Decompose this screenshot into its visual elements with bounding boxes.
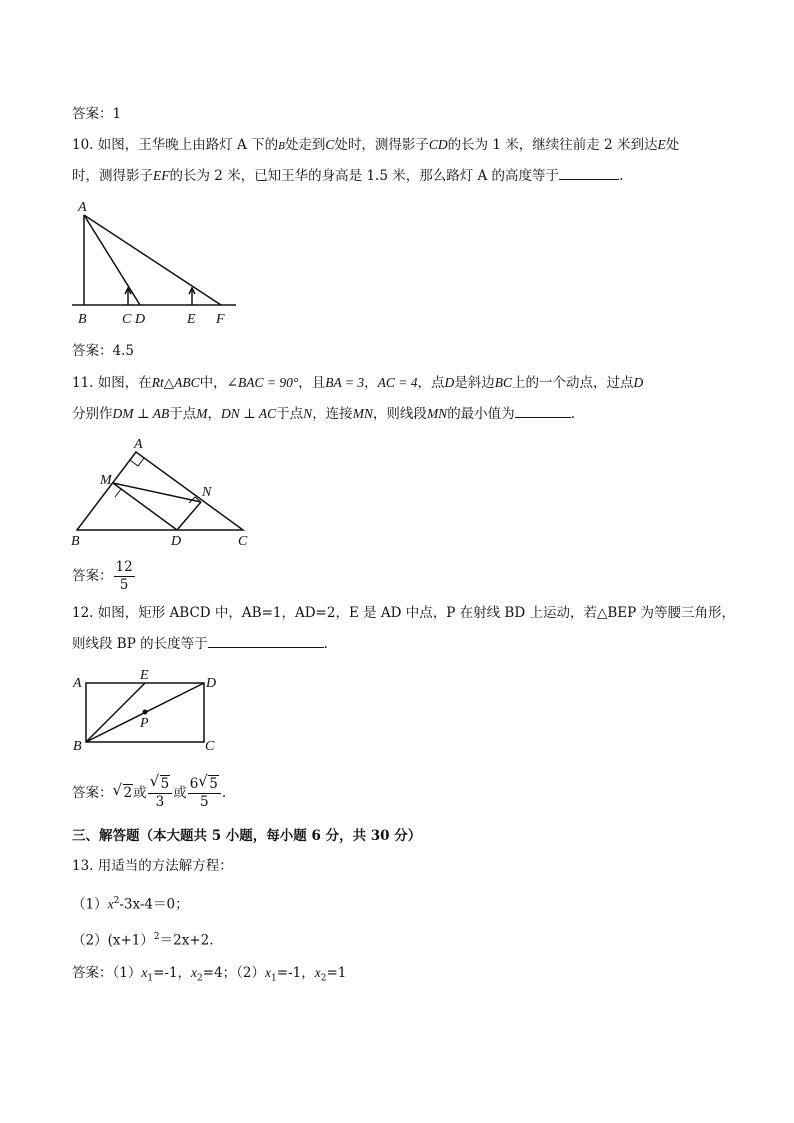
q11-text: ，则线段 bbox=[372, 406, 427, 422]
q13-var-x: x bbox=[107, 896, 114, 912]
q11-var-mn: MN bbox=[426, 406, 448, 421]
q13-text: 答案：（1） bbox=[72, 965, 142, 981]
q12-label-b: B bbox=[73, 739, 82, 754]
q11-var-ba: BA = 3 bbox=[325, 375, 365, 390]
q13-exponent: 2 bbox=[113, 896, 120, 906]
q13-subscript: 2 bbox=[320, 973, 327, 984]
q11-var-d: D bbox=[633, 375, 644, 390]
q12-label-p: P bbox=[140, 716, 149, 731]
q10-var-c: C bbox=[325, 137, 335, 152]
q13-text: ＝2x+2. bbox=[159, 932, 214, 949]
q12-radicand: 2 bbox=[123, 785, 133, 801]
q12-text: . bbox=[323, 636, 328, 652]
q11-answer-prefix: 答案： bbox=[72, 568, 113, 584]
q10-var-cd: CD bbox=[428, 137, 448, 152]
q13-var-x: x bbox=[141, 965, 148, 980]
q13-subscript: 1 bbox=[147, 973, 154, 984]
q11-label-m: M bbox=[100, 473, 112, 488]
q11-var-ac: AC = 4 bbox=[377, 375, 418, 390]
q10-var-b: B bbox=[278, 140, 285, 152]
section-3-heading: 三、解答题（本大题共 5 小题，每小题 6 分，共 30 分） bbox=[72, 828, 422, 844]
q10-text: 时，测得影子 bbox=[72, 168, 153, 184]
q11-text: ， bbox=[364, 375, 378, 391]
q11-var-mn: MN bbox=[352, 406, 373, 421]
q12-segment-be bbox=[86, 683, 145, 742]
q11-var-angle: ∠BAC = 90° bbox=[226, 375, 299, 390]
q12-period: . bbox=[221, 785, 227, 801]
q13-answer bbox=[72, 963, 346, 989]
q12-text: 则线段 BP 的长度等于 bbox=[72, 636, 208, 652]
q10-var-ef: EF bbox=[153, 168, 170, 183]
q13-var-x: x bbox=[314, 965, 321, 980]
q10-text: . bbox=[619, 168, 624, 184]
q11-text: 于点 bbox=[169, 406, 197, 422]
q11-label-n: N bbox=[202, 485, 212, 500]
q13-subscript: 1 bbox=[271, 973, 277, 984]
q12-denominator: 3 bbox=[155, 794, 165, 810]
q13-var-x: x bbox=[265, 965, 272, 980]
q12-answer bbox=[72, 774, 226, 812]
q13-exponent: 2 bbox=[153, 932, 160, 942]
q10-label-a: A bbox=[78, 200, 87, 215]
q12-radicand: 5 bbox=[160, 776, 170, 792]
q12-label-d: D bbox=[206, 676, 217, 691]
q12-answer-prefix: 答案： bbox=[72, 785, 113, 801]
q11-text: 的最小值为 bbox=[447, 406, 515, 422]
q11-text: ，且 bbox=[298, 375, 326, 391]
q11-var-d: D bbox=[444, 375, 455, 390]
q10-text: 处 bbox=[665, 137, 680, 153]
q10-label-b: B bbox=[78, 312, 87, 327]
q13-text: =4；（2） bbox=[202, 965, 266, 981]
q11-var-rt: Rt△ABC bbox=[151, 375, 200, 390]
q11-label-c: C bbox=[238, 534, 248, 549]
q10-text: 的长为 1 米，继续往前走 2 米到达 bbox=[447, 137, 658, 153]
q11-answer-denominator: 5 bbox=[119, 577, 129, 593]
q12-or: 或 bbox=[173, 785, 187, 801]
q13-text: =1 bbox=[326, 965, 347, 981]
q13-text: =-1， bbox=[276, 965, 315, 981]
q9-answer: 答案：1 bbox=[72, 106, 122, 122]
q11-text: . bbox=[570, 406, 575, 422]
q12-answer-fraction-2: √ 5 3 bbox=[148, 776, 173, 811]
q10-var-e: E bbox=[657, 137, 666, 152]
q10-text: 的长为 2 米，已知王华的身高是 1.5 米，那么路灯 A 的高度等于 bbox=[169, 168, 560, 184]
q10-label-c: C bbox=[122, 312, 132, 327]
q11-var-dn: DN ⊥ AC bbox=[220, 406, 277, 421]
q12-label-c: C bbox=[205, 739, 215, 754]
q11-text: 中， bbox=[199, 375, 227, 391]
q13-text: (x+1） bbox=[107, 932, 154, 949]
q13-text: =-1， bbox=[153, 965, 192, 981]
q11-text: 上的一个动点，过点 bbox=[511, 375, 634, 391]
q11-label-d: D bbox=[171, 534, 182, 549]
q11-text: 于点 bbox=[276, 406, 304, 422]
q10-label-f: F bbox=[216, 312, 225, 327]
q12-answer-fraction-3: 6 √ 5 5 bbox=[188, 776, 221, 811]
q13-text: （1） bbox=[72, 896, 108, 913]
q10-answer: 答案：4.5 bbox=[72, 343, 134, 359]
q10-text: 10. 如图，王华晚上由路灯 A 下的 bbox=[72, 137, 279, 153]
q11-text: ， bbox=[207, 406, 221, 422]
q13-prompt: 13. 用适当的方法解方程： bbox=[72, 858, 233, 874]
q12-line1: 12. 如图，矩形 ABCD 中，AB=1，AD=2，E 是 AD 中点，P 在射线 BD 上运动，若△BEP 为等腰三角形， bbox=[72, 605, 735, 621]
q11-text: ，连接 bbox=[312, 406, 353, 422]
q10-text: 处走到 bbox=[284, 137, 326, 153]
q10-label-e: E bbox=[187, 312, 196, 327]
q12-coefficient: 6 bbox=[189, 776, 199, 792]
q12-label-e: E bbox=[140, 668, 149, 683]
q13-part-2 bbox=[72, 927, 214, 951]
q13-text: （2） bbox=[72, 932, 108, 949]
q11-text: 分别作 bbox=[72, 406, 113, 422]
q11-label-b: B bbox=[71, 534, 80, 549]
q11-label-a: A bbox=[134, 437, 143, 452]
q12-label-a: A bbox=[73, 676, 82, 691]
q11-answer-numerator: 12 bbox=[115, 559, 133, 575]
q13-subscript: 2 bbox=[197, 973, 203, 984]
q11-text: 11. 如图，在 bbox=[72, 375, 152, 391]
q11-var-bc: BC bbox=[494, 375, 512, 390]
q12-denominator: 5 bbox=[199, 794, 209, 810]
q13-var-x: x bbox=[191, 965, 198, 980]
q12-answer-root-2: √ 2 bbox=[112, 781, 133, 801]
q11-var-n: N bbox=[303, 406, 313, 421]
q13-text: -3x-4＝0； bbox=[119, 896, 189, 913]
q10-label-d: D bbox=[135, 312, 146, 327]
q10-text: 处时，测得影子 bbox=[334, 137, 429, 153]
q13-part-1 bbox=[72, 891, 189, 915]
q11-text: 是斜边 bbox=[454, 375, 495, 391]
q12-or: 或 bbox=[133, 785, 147, 801]
q12-radicand: 5 bbox=[209, 776, 218, 792]
q11-var-dm: DM ⊥ AB bbox=[112, 406, 170, 421]
q12-point-p bbox=[143, 710, 148, 715]
q11-var-m: M bbox=[196, 406, 208, 421]
q11-text: ，点 bbox=[417, 375, 445, 391]
